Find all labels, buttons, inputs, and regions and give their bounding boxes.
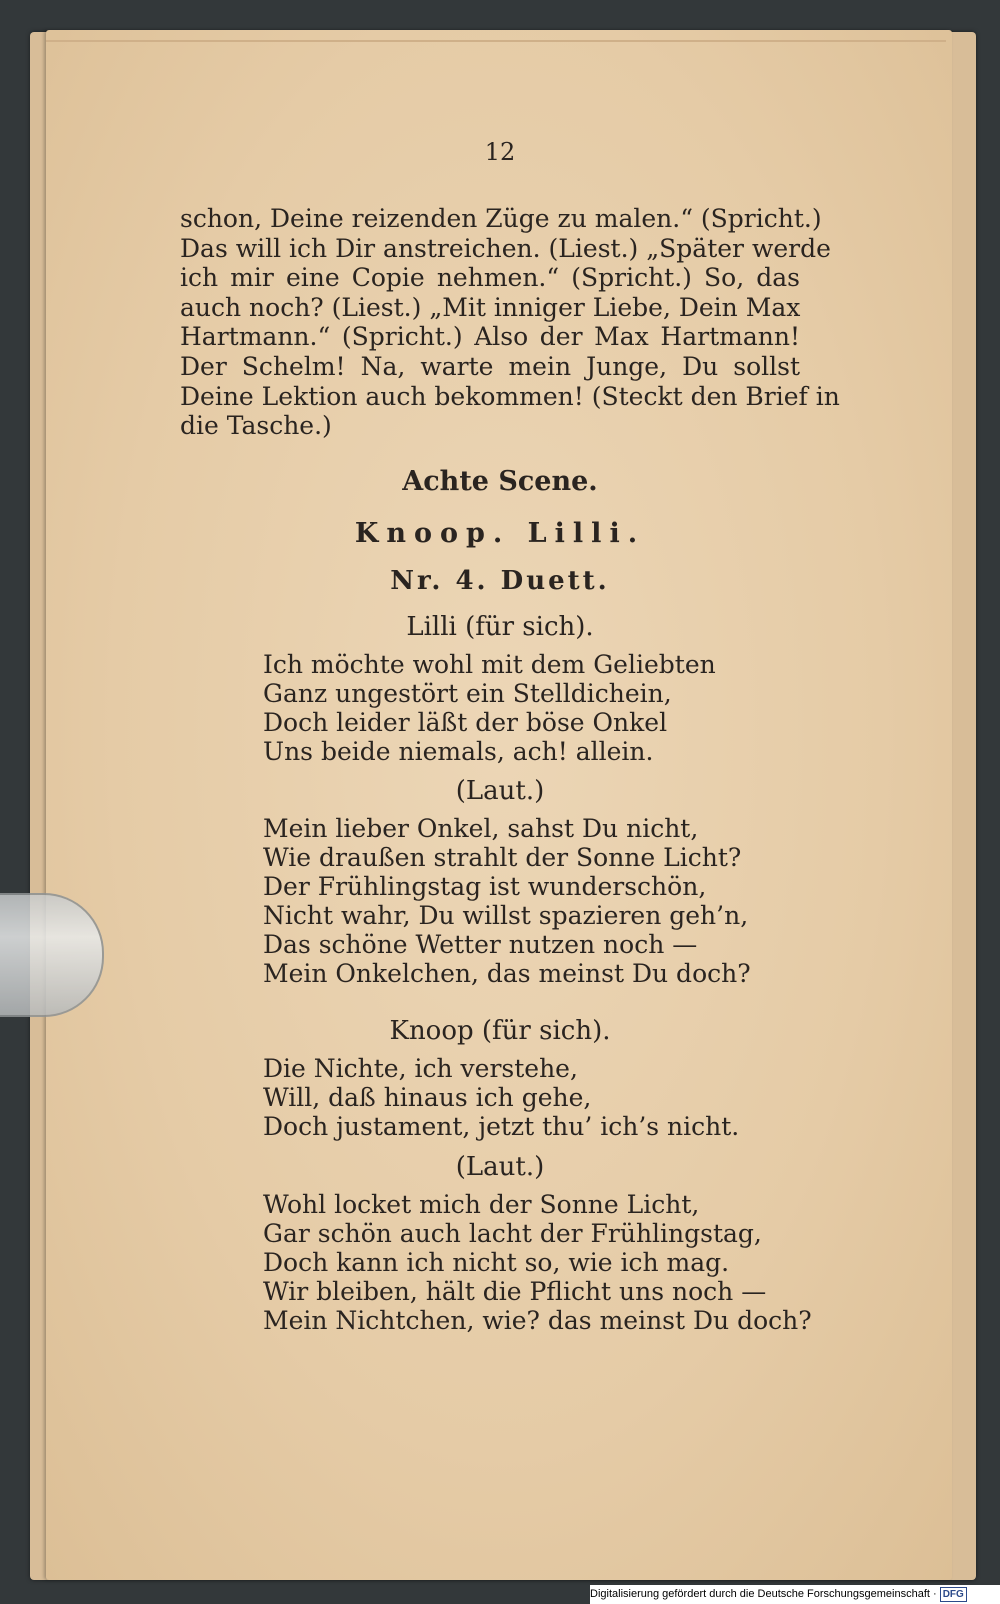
- prose-line: Das will ich Dir anstreichen. (Liest.) „Später werde: [180, 233, 831, 263]
- character-list: Knoop. Lilli.: [354, 518, 646, 549]
- verse-knoop-aloud: [263, 1190, 812, 1335]
- speaker-knoop: Knoop (für sich).: [389, 1016, 611, 1046]
- verse-line: Wohl locket mich der Sonne Licht,: [263, 1190, 700, 1219]
- prose-line: auch noch? (Liest.) „Mit inniger Liebe, Dein Max: [180, 292, 801, 322]
- dfg-logo: DFG: [940, 1587, 967, 1602]
- verse-line: Doch justament, jetzt thu’ ich’s nicht.: [263, 1112, 740, 1141]
- prose-line: ich mir eine Copie nehmen.“ (Spricht.) So, das: [180, 263, 800, 293]
- verse-lilli-aside: [263, 650, 716, 766]
- verse-line: Uns beide niemals, ach! allein.: [263, 737, 654, 766]
- verse-line: Ganz ungestört ein Stelldichein,: [263, 679, 672, 708]
- speaker-lilli: Lilli (für sich).: [406, 612, 594, 642]
- verse-line: Wir bleiben, hält die Pflicht uns noch —: [263, 1277, 767, 1306]
- digitization-footer: [590, 1585, 1000, 1604]
- number-title: Nr. 4. Duett.: [390, 566, 610, 596]
- prose-line: Hartmann.“ (Spricht.) Also der Max Hartmann!: [180, 322, 800, 352]
- page-number: 12: [484, 138, 516, 166]
- verse-line: Doch kann ich nicht so, wie ich mag.: [263, 1248, 730, 1277]
- stage-direction-laut: (Laut.): [455, 776, 545, 806]
- verse-line: Mein Onkelchen, das meinst Du doch?: [263, 959, 751, 988]
- stage-direction-laut: (Laut.): [455, 1152, 545, 1182]
- verse-line: Gar schön auch lacht der Frühlingstag,: [263, 1219, 762, 1248]
- prose-paragraph: [180, 204, 840, 441]
- verse-line: Nicht wahr, Du willst spazieren geh’n,: [263, 901, 749, 930]
- verse-line: Wie draußen strahlt der Sonne Licht?: [263, 843, 742, 872]
- verse-knoop-aside: [263, 1054, 739, 1141]
- prose-line: Der Schelm! Na, warte mein Junge, Du sollst: [180, 351, 800, 381]
- prose-line: die Tasche.): [180, 411, 332, 441]
- verse-line: Das schöne Wetter nutzen noch —: [263, 930, 698, 959]
- page-edge: [46, 40, 946, 42]
- verse-line: Der Frühlingstag ist wunderschön,: [263, 872, 707, 901]
- verse-line: Die Nichte, ich verstehe,: [263, 1054, 578, 1083]
- verse-lilli-aloud: [263, 814, 751, 988]
- verse-line: Mein Nichtchen, wie? das meinst Du doch?: [263, 1306, 812, 1335]
- prose-line: schon, Deine reizenden Züge zu malen.“ (Spricht.): [180, 204, 822, 233]
- verse-line: Mein lieber Onkel, sahst Du nicht,: [263, 814, 699, 843]
- scene-title: Achte Scene.: [402, 466, 598, 497]
- verse-line: Ich möchte wohl mit dem Geliebten: [263, 650, 716, 679]
- verse-line: Will, daß hinaus ich gehe,: [263, 1083, 592, 1112]
- footer-text: Digitalisierung gefördert durch die Deutsche Forschungsgemeinschaft ·: [590, 1588, 937, 1600]
- prose-line: Deine Lektion auch bekommen! (Steckt den Brief in: [180, 381, 840, 411]
- verse-line: Doch leider läßt der böse Onkel: [263, 708, 668, 737]
